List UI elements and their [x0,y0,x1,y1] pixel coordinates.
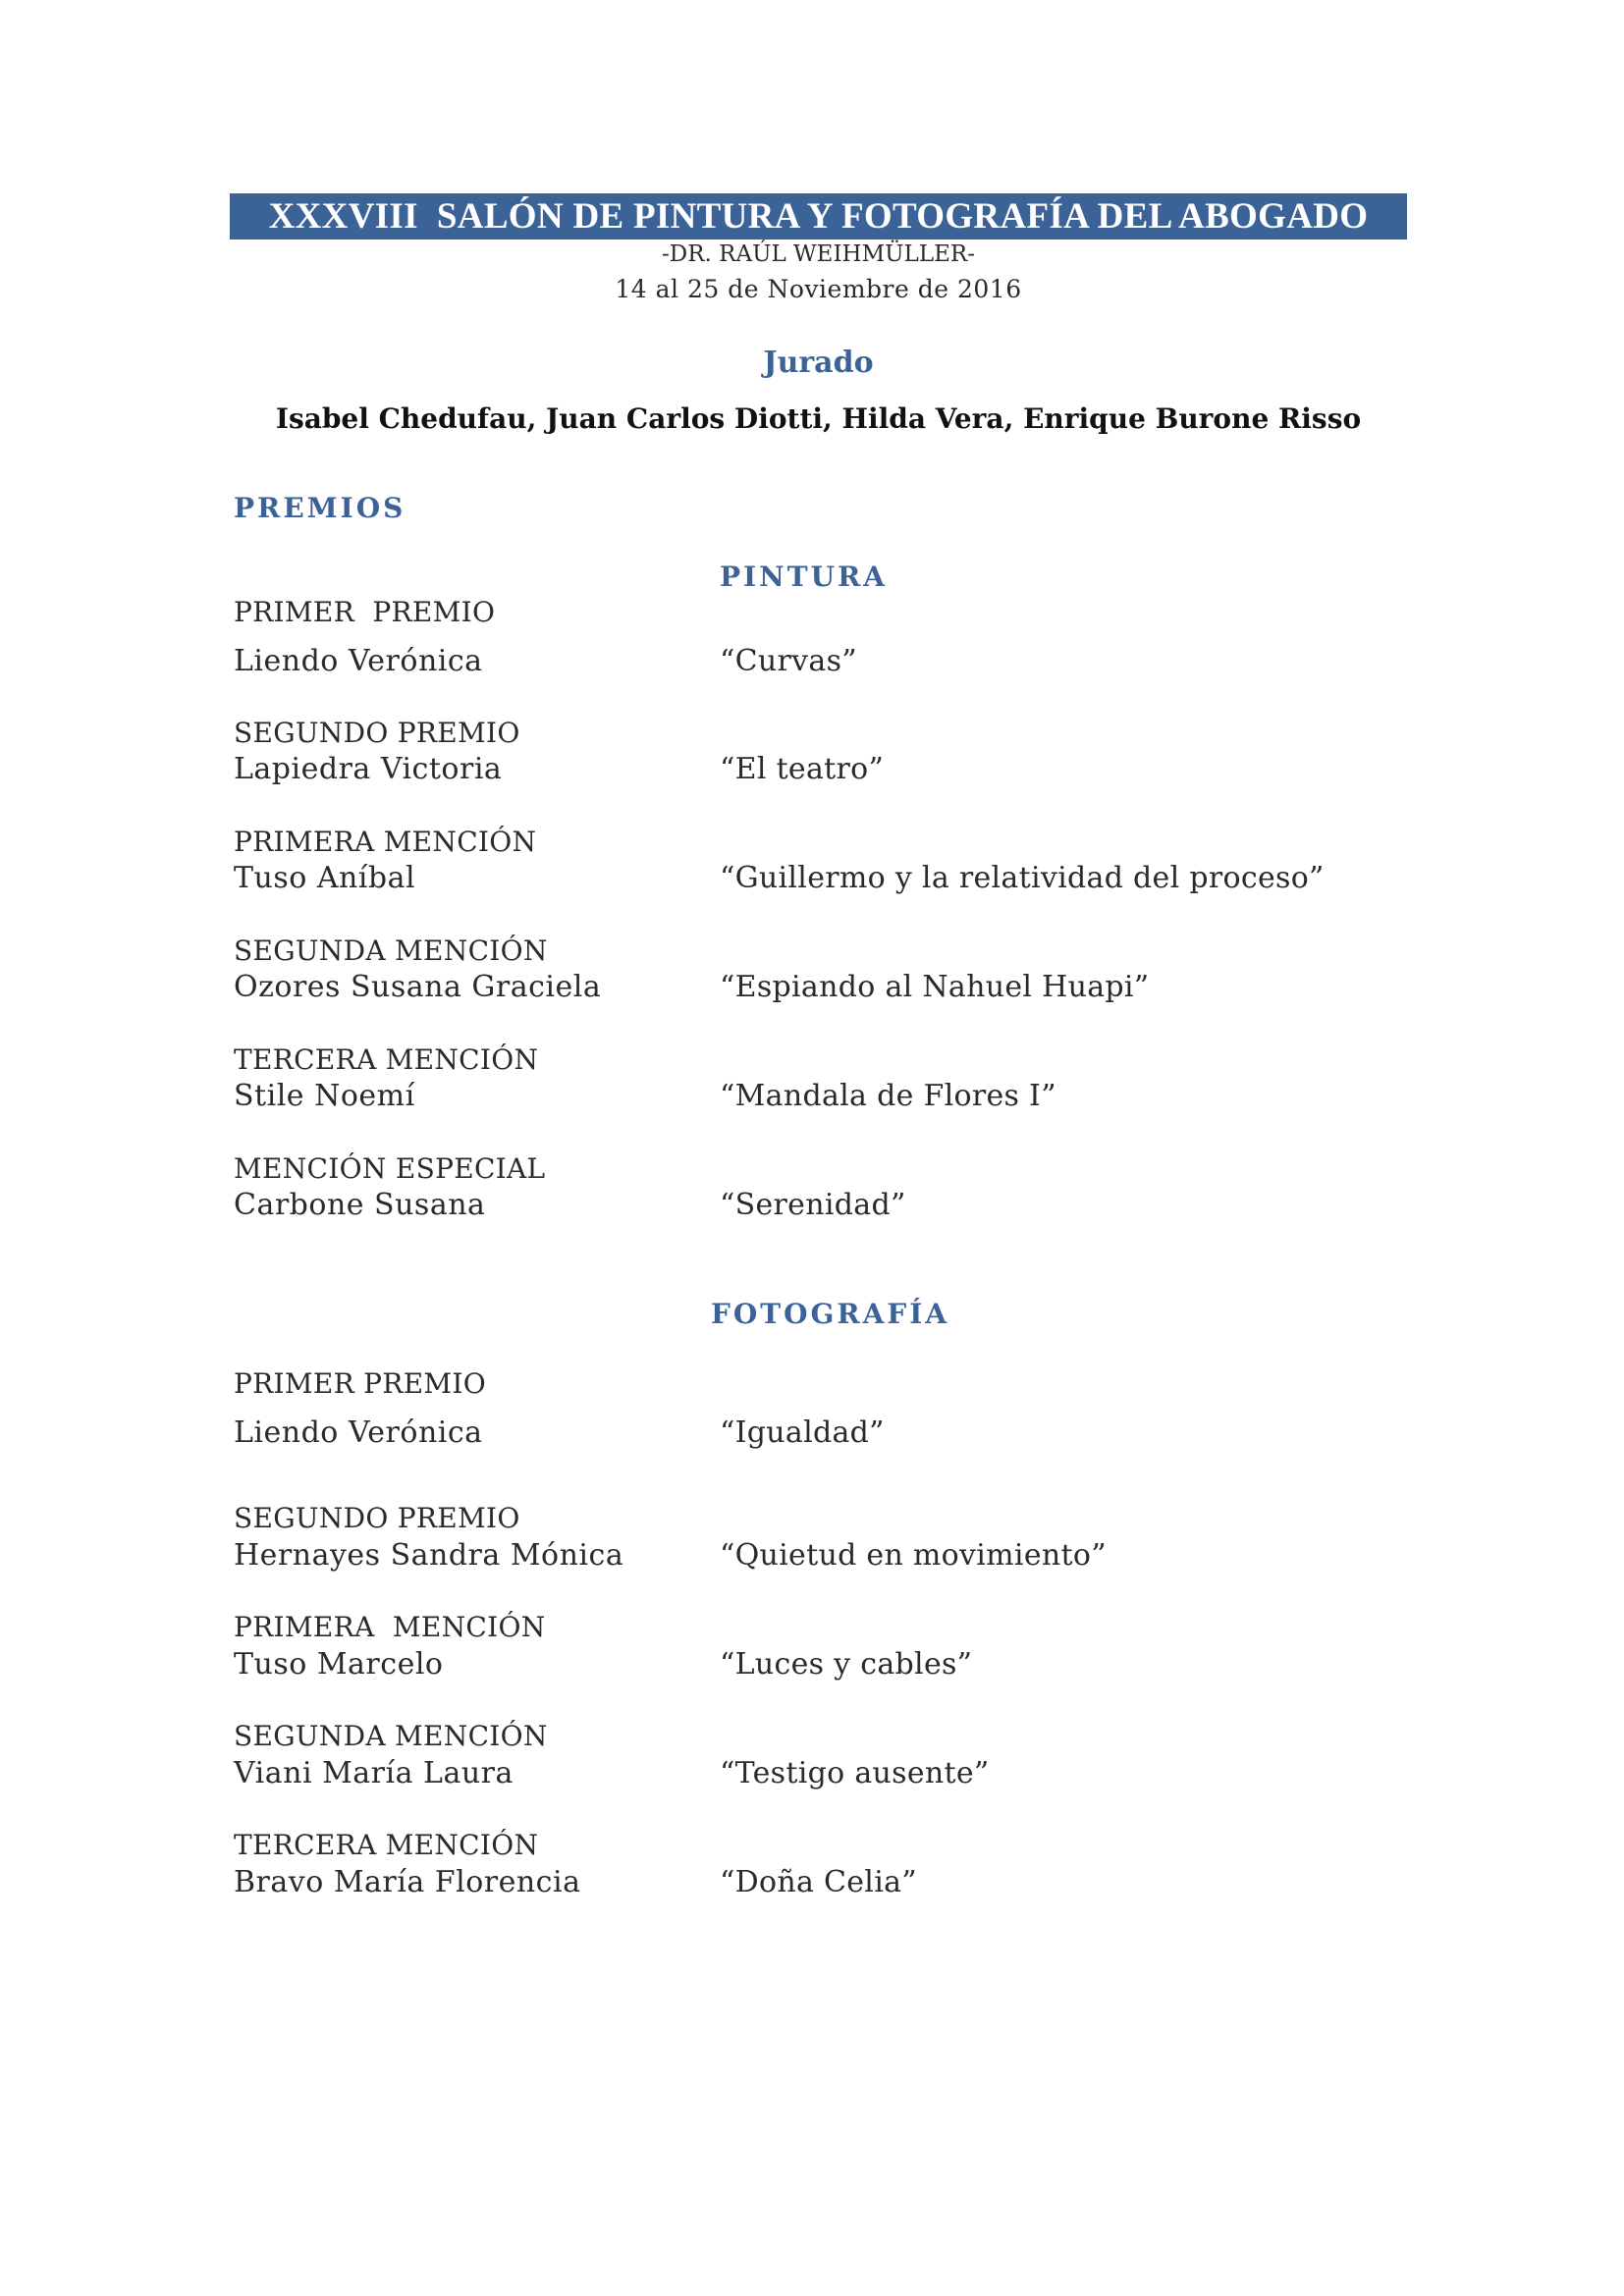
painting-award-title: SEGUNDO PREMIO [234,717,520,749]
painting-award-work: “Curvas” [720,644,857,678]
painting-award-work: “Espiando al Nahuel Huapi” [720,970,1150,1004]
painting-award-title: SEGUNDA MENCIÓN [234,934,548,967]
painting-award-title: PRIMERA MENCIÓN [234,826,537,858]
page-title: XXXVIII SALÓN DE PINTURA Y FOTOGRAFÍA DEL ABOGADO [230,193,1407,240]
painting-award-work: “Guillermo y la relatividad del proceso” [720,861,1325,895]
photography-award-name: Liendo Verónica [234,1415,483,1450]
photography-award-work: “Doña Celia” [720,1865,917,1899]
painting-award-name: Ozores Susana Graciela [234,970,602,1004]
photography-award-work: “Testigo ausente” [720,1756,990,1790]
painting-award-work: “El teatro” [720,752,885,786]
photography-heading: FOTOGRAFÍA [711,1298,950,1330]
painting-award-name: Tuso Aníbal [234,861,416,895]
painting-award-name: Lapiedra Victoria [234,752,503,786]
photography-award-work: “Quietud en movimiento” [720,1538,1107,1573]
painting-award-work: “Mandala de Flores I” [720,1079,1056,1113]
photography-award-name: Viani María Laura [234,1756,514,1790]
awards-heading: PREMIOS [234,492,406,524]
photography-award-title: SEGUNDA MENCIÓN [234,1720,548,1752]
painting-heading: PINTURA [720,561,888,593]
painting-award-title: TERCERA MENCIÓN [234,1043,539,1076]
photography-award-name: Tuso Marcelo [234,1647,444,1682]
jury-heading: Jurado [763,346,874,380]
photography-award-title: PRIMER PREMIO [234,1367,487,1400]
jury-members: Isabel Chedufau, Juan Carlos Diotti, Hilda Vera, Enrique Burone Risso [275,402,1362,435]
photography-award-title: TERCERA MENCIÓN [234,1829,539,1861]
photography-award-work: “Igualdad” [720,1415,885,1450]
event-dates: 14 al 25 de Noviembre de 2016 [615,275,1022,303]
photography-award-name: Bravo María Florencia [234,1865,581,1899]
painting-award-title: PRIMER PREMIO [234,596,496,628]
painting-award-work: “Serenidad” [720,1188,906,1222]
painting-award-name: Liendo Verónica [234,644,483,678]
photography-award-title: SEGUNDO PREMIO [234,1502,520,1534]
photography-award-name: Hernayes Sandra Mónica [234,1538,624,1573]
painting-award-name: Carbone Susana [234,1188,486,1222]
page-subtitle: -DR. RAÚL WEIHMÜLLER- [662,241,975,267]
painting-award-name: Stile Noemí [234,1079,415,1113]
photography-award-work: “Luces y cables” [720,1647,973,1682]
photography-award-title: PRIMERA MENCIÓN [234,1611,546,1643]
painting-award-title: MENCIÓN ESPECIAL [234,1152,546,1185]
